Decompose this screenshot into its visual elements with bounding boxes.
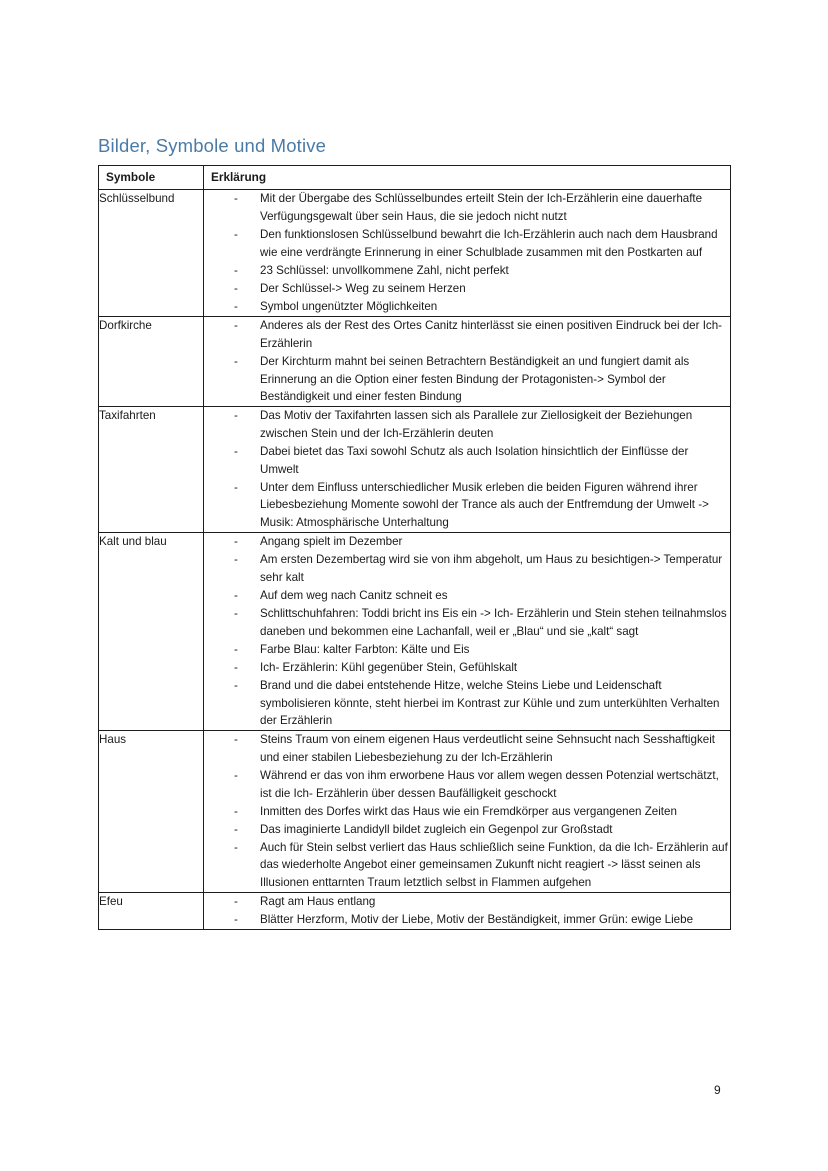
list-item: - Blätter Herzform, Motiv der Liebe, Motiv der Beständigkeit, immer Grün: ewige Liebe	[204, 911, 730, 929]
explanation-list	[204, 731, 730, 891]
table-row	[99, 407, 731, 533]
explanation-cell	[204, 407, 731, 533]
explanation-list	[204, 190, 730, 315]
explanation-cell	[204, 317, 731, 407]
list-item: - Farbe Blau: kalter Farbton: Kälte und Eis	[204, 641, 730, 659]
list-item: - Der Schlüssel-> Weg zu seinem Herzen	[204, 280, 730, 298]
list-item: - Symbol ungenützter Möglichkeiten	[204, 298, 730, 316]
column-header-symbole: Symbole	[99, 166, 204, 190]
symbol-cell: Schlüsselbund	[99, 190, 204, 317]
table-header-row	[99, 166, 731, 190]
list-item: - Brand und die dabei entstehende Hitze, welche Steins Liebe und Leidenschaft symbolisieren könnte, steht hierbei im Kontrast zur Kühle und zum unterkühlten Verhalten der Erzählerin	[204, 677, 730, 730]
column-header-erklaerung: Erklärung	[204, 166, 731, 190]
list-item: - Am ersten Dezembertag wird sie von ihm abgeholt, um Haus zu besichtigen-> Temperatur sehr kalt	[204, 551, 730, 586]
list-item: - Das imaginierte Landidyll bildet zugleich ein Gegenpol zur Großstadt	[204, 821, 730, 839]
page-number: 9	[714, 1083, 721, 1097]
explanation-cell	[204, 533, 731, 731]
explanation-cell	[204, 190, 731, 317]
list-item: - Steins Traum von einem eigenen Haus verdeutlicht seine Sehnsucht nach Sesshaftigkeit und einer stabilen Liebesbeziehung zu der Ich-Erzählerin	[204, 731, 730, 766]
symbol-cell: Haus	[99, 731, 204, 893]
symbols-table	[98, 165, 731, 930]
explanation-cell	[204, 893, 731, 930]
list-item: - Während er das von ihm erworbene Haus vor allem wegen dessen Potenzial wertschätzt, ist die Ich- Erzählerin über dessen Baufälligkeit geschockt	[204, 767, 730, 802]
table-row	[99, 190, 731, 317]
list-item: - Unter dem Einfluss unterschiedlicher Musik erleben die beiden Figuren während ihrer Liebesbeziehung Momente sowohl der Trance als auch der Entfremdung der Umwelt -> Musik: Atmosphärische Unterhaltung	[204, 479, 730, 532]
symbol-cell: Dorfkirche	[99, 317, 204, 407]
table-row	[99, 731, 731, 893]
table-row	[99, 533, 731, 731]
explanation-list	[204, 533, 730, 730]
list-item: - Der Kirchturm mahnt bei seinen Betrachtern Beständigkeit an und fungiert damit als Erinnerung an die Option einer festen Bindung der Protagonisten-> Symbol der Beständigkeit und einer festen Bindung	[204, 353, 730, 406]
table-header	[99, 166, 731, 190]
table-body	[99, 190, 731, 930]
list-item: - Anderes als der Rest des Ortes Canitz hinterlässt sie einen positiven Eindruck bei der Ich-Erzählerin	[204, 317, 730, 352]
list-item: - Angang spielt im Dezember	[204, 533, 730, 551]
table-row	[99, 317, 731, 407]
list-item: - Inmitten des Dorfes wirkt das Haus wie ein Fremdkörper aus vergangenen Zeiten	[204, 803, 730, 821]
list-item: - 23 Schlüssel: unvollkommene Zahl, nicht perfekt	[204, 262, 730, 280]
explanation-list	[204, 407, 730, 531]
document-content	[98, 136, 730, 930]
list-item: - Auch für Stein selbst verliert das Haus schließlich seine Funktion, da die Ich- Erzählerin auf das wiederholte Angebot einer gemeinsamen Zukunft nicht reagiert -> lässt seinen als Illusionen enttarnten Traum letztlich selbst in Flammen aufgehen	[204, 839, 730, 892]
list-item: - Ragt am Haus entlang	[204, 893, 730, 911]
table-row	[99, 893, 731, 930]
page-title: Bilder, Symbole und Motive	[98, 135, 327, 156]
list-item: - Den funktionslosen Schlüsselbund bewahrt die Ich-Erzählerin auch nach dem Hausbrand wie eine verdrängte Erinnerung in einer Schulblade zusammen mit den Postkarten auf	[204, 226, 730, 261]
symbol-cell: Kalt und blau	[99, 533, 204, 731]
list-item: - Auf dem weg nach Canitz schneit es	[204, 587, 730, 605]
symbol-cell: Taxifahrten	[99, 407, 204, 533]
list-item: - Dabei bietet das Taxi sowohl Schutz als auch Isolation hinsichtlich der Einflüsse der Umwelt	[204, 443, 730, 478]
list-item: - Schlittschuhfahren: Toddi bricht ins Eis ein -> Ich- Erzählerin und Stein stehen teilnahmslos daneben und bekommen eine Lachanfall, weil er „Blau“ und sie „kalt“ sagt	[204, 605, 730, 640]
explanation-list	[204, 317, 730, 406]
explanation-list	[204, 893, 730, 929]
list-item: - Ich- Erzählerin: Kühl gegenüber Stein, Gefühlskalt	[204, 659, 730, 677]
list-item: - Das Motiv der Taxifahrten lassen sich als Parallele zur Ziellosigkeit der Beziehungen zwischen Stein und der Ich-Erzählerin deuten	[204, 407, 730, 442]
list-item: - Mit der Übergabe des Schlüsselbundes erteilt Stein der Ich-Erzählerin eine dauerhafte Verfügungsgewalt über sein Haus, die sie jedoch nicht nutzt	[204, 190, 730, 225]
symbol-cell: Efeu	[99, 893, 204, 930]
explanation-cell	[204, 731, 731, 893]
